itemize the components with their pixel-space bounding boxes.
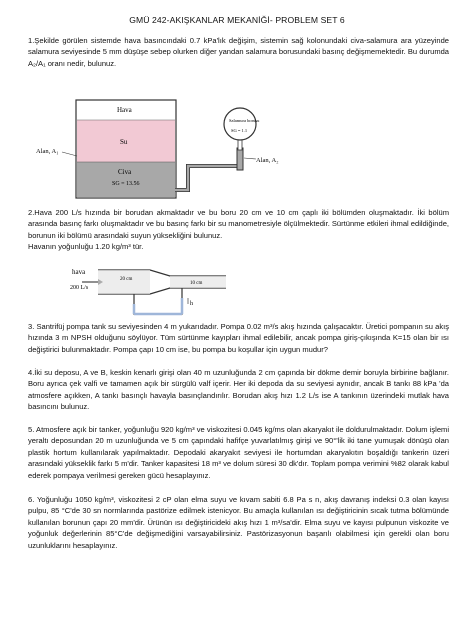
brine-sg: SG = 1.1: [231, 128, 248, 133]
problem-4: [28, 367, 449, 413]
air-label: Hava: [117, 106, 132, 114]
page-title: GMÜ 242-AKIŞKANLAR MEKANİĞİ- PROBLEM SET 6: [129, 15, 345, 25]
problem-2: [28, 207, 449, 253]
figure-1-tank-manometer: [34, 96, 304, 208]
problem-6-text: 6. Yoğunluğu 1050 kg/m³, viskozitesi 2 cP olan elma suyu ve kıvam sabiti 6.8 Pa s n, akış davranış indeksi 0.3 olan kayısı pulpu, 85 °C'de 30 sn normlarında pastörize edilmek istenicyor. Bu amaçla kullanılan ısı değiştiricinin sıcak tutma bölümünde kullanılan borunun çapı 20 mm'dir. Ürünün ısı değiştiricideki akış hızı 1 m³/sa'dir. Elma suyu ve kayısı pulpunun viskozite ve yoğunluk değerlerinin 85°C'de değişmediğini varsayabilirsiniz. Pastörizasyonun başarılı olabilmesi için gerekli olan boru uzunluklarını hesaplayınız.: [28, 495, 449, 550]
area-2-label: Alan, A₂: [256, 157, 279, 164]
water-label: Su: [120, 138, 128, 146]
problem-5-text: 5. Atmosfere açık bir tanker, yoğunluğu 920 kg/m³ ve viskozitesi 0.045 kg/ms olan akaryakıt ile doldurulmaktadır. Dolum işlemi yeraltı deposundan 20 m uzunluğunda ve 5 cm çapındaki hafifçe yuvarlatılmış girişi ve 90°'lik iki tane yumuşak dönüşü olan plastik hortum kullanılarak yapılmaktadır. Depodaki akaryakıt seviyesi ile hortumdan akaryakıtın boşaldığı tankerin üzeri arasındaki yükseklik farkı 5 m'dir. Tanker kapasitesi 18 m³ ve dolum süresi 30 dk'dır. Toplam pompa verimini %82 olarak kabul ederek pompaya verilmesi gereken gücü hesaplayınız.: [28, 425, 449, 480]
brine-label: Salamura borusu: [229, 118, 260, 123]
problem-2-density: Havanın yoğunluğu 1.20 kg/m³ tür.: [28, 242, 144, 252]
problem-5: [28, 424, 449, 481]
problem-4-text: 4.İki su deposu, A ve B, keskin kenarlı girişi olan 40 m uzunluğunda 2 cm çapında bir dökme demir boruyla birbirine bağlanır. Boru ayrıca çek valfi ve tamamen açık bir sürgülü valf içerir. Her iki depoda da su seviyesi aynıdır, ancak B tankı 88 kPa 'da atmosfere açıkken, A tankı basınçlı havayla basınçlandırılır. Borudan akış hızı 1.2 L/s ise A tankının üzerindeki mutlak hava basıncını bulunuz.: [28, 368, 449, 412]
problem-1: [28, 35, 449, 69]
mercury-sg: SG = 13.56: [112, 181, 140, 187]
problem-2-text: 2.Hava 200 L/s hızında bir borudan akmaktadır ve bu boru 20 cm ve 10 cm çaplı iki bölümden oluşmaktadır. İki bölüm arasında basınç farkı oluşmaktadır ve bu basınç farkı bir su manometresiyle ölçülmektedir. Sürtünme etkileri ihmal edildiğinde, borunun iki bölümü arasındaki suyun yüksekliğini bulunuz.: [28, 208, 449, 240]
area-1-label: Alan, A₁: [36, 148, 59, 155]
problem-3-text: 3. Santrifüj pompa tank su seviyesinden 4 m yukarıdadır. Pompa 0.02 m³/s akış hızında çalışacaktır. Üretici pompanın su akış hızında 3 m NPSH olduğunu söylüyor. Tüm sürtünme kayıpları ihmal edilebilir, ancak pompa giriş-çıkışında K=15 olan bir ısı değiştirici bulunmaktadır. Pompa çapı 10 cm ise, bu pompa bu koşullar için uygun mudur?: [28, 322, 449, 354]
problem-6: [28, 494, 449, 551]
mercury-label: Civa: [118, 168, 132, 176]
brine-gauge: [224, 108, 256, 140]
right-column: [237, 148, 243, 170]
air-label-2: hava: [72, 268, 86, 276]
connecting-pipe: [175, 166, 240, 190]
h-label: h: [190, 301, 193, 307]
flow-rate-label: 200 L/s: [70, 285, 89, 291]
problem-1-text: 1.Şekilde görülen sistemde hava basıncındaki 0.7 kPa'lık değişim, sistemin sağ kolonundaki civa-salamura ara yüzeyinde salamura seviyesinde 5 mm düşüşe sebep olurken diğer yandan salamura borusundaki basınç değişmemektedir. Bu durumda A₂/A₁ oranı nedir, bulunuz.: [28, 36, 449, 68]
problem-3: [28, 321, 449, 355]
d1-label: 20 cm: [120, 277, 133, 282]
figure-2-venturi-pipe: [54, 264, 254, 320]
d2-label: 10 cm: [190, 281, 203, 286]
